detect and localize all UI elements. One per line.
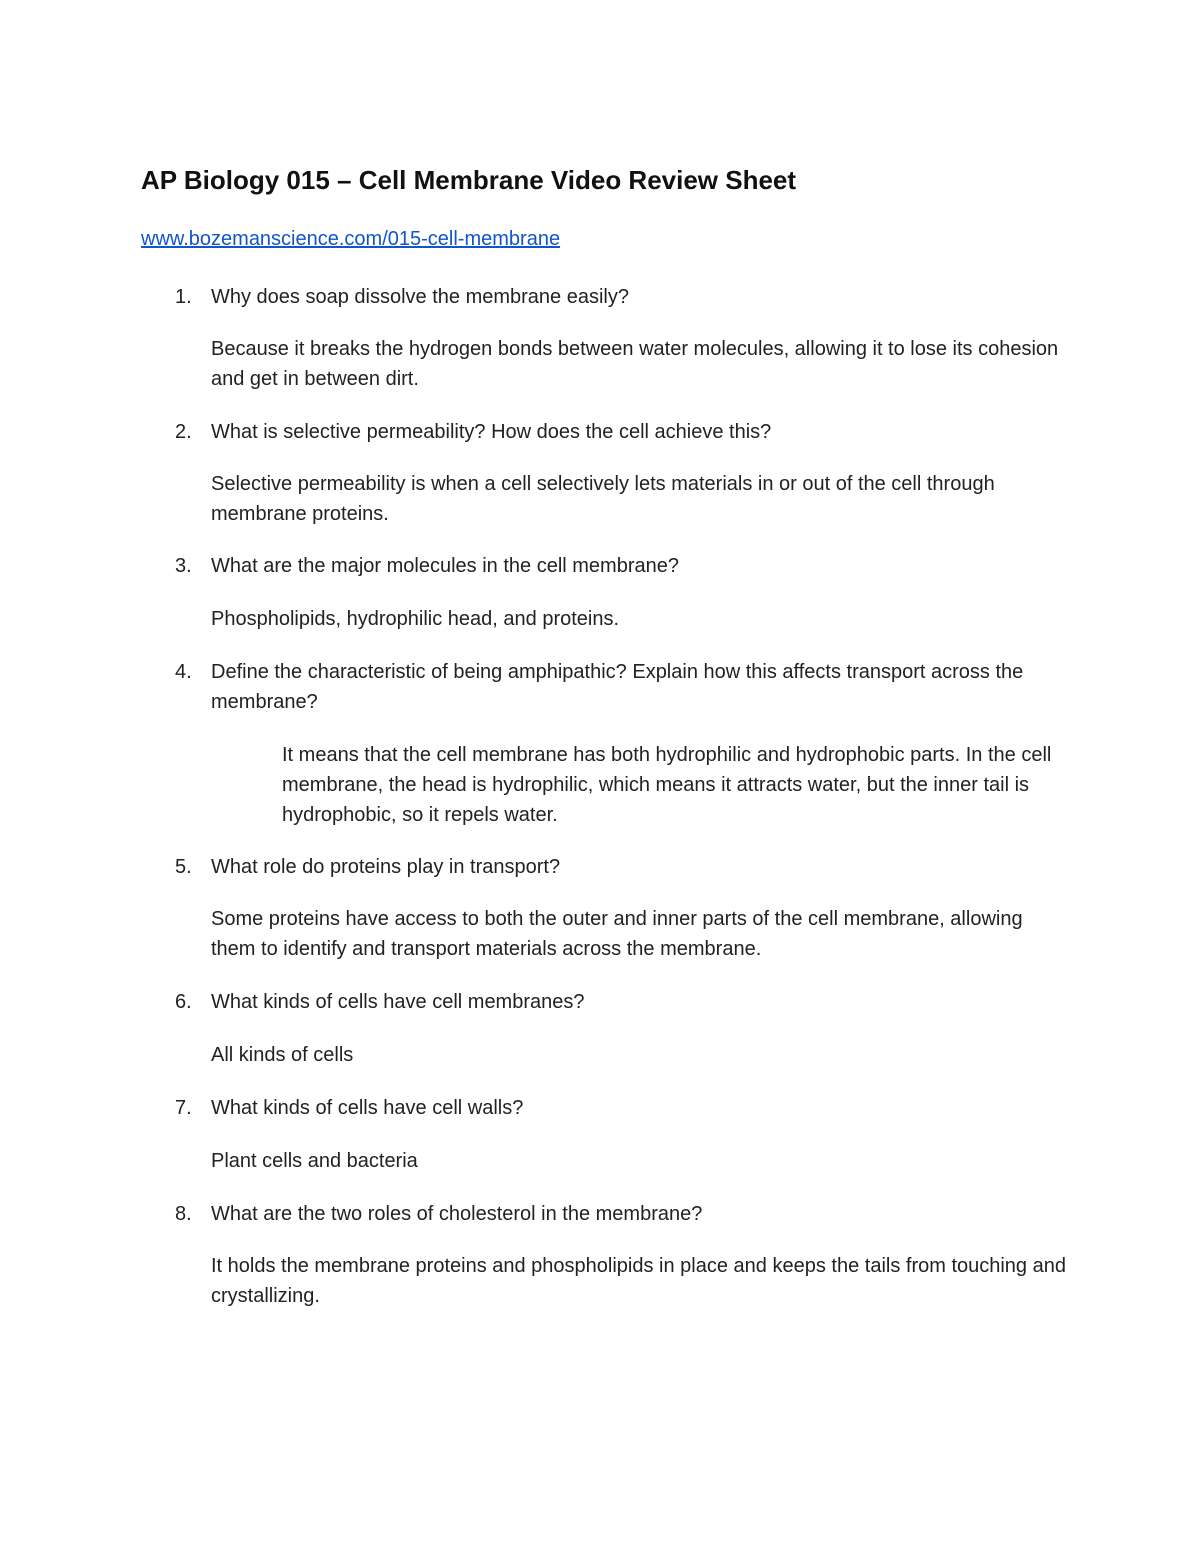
question-text: What role do proteins play in transport? bbox=[211, 856, 561, 878]
question-number: 4. bbox=[175, 661, 192, 683]
question-number: 2. bbox=[175, 421, 192, 443]
answer-text: Phospholipids, hydrophilic head, and proteins. bbox=[211, 608, 620, 630]
answer-text: Plant cells and bacteria bbox=[211, 1150, 418, 1172]
question-text: What are the two roles of cholesterol in the membrane? bbox=[211, 1203, 703, 1225]
document-title: AP Biology 015 – Cell Membrane Video Review Sheet bbox=[141, 165, 797, 195]
answer-text: It means that the cell membrane has both hydrophilic and hydrophobic parts. In the cell membrane, the head is hydrophilic, which means it attracts water, but the inner tail is hydrophobic, so it repels water. bbox=[282, 744, 1052, 826]
question-text: What kinds of cells have cell walls? bbox=[211, 1097, 524, 1119]
question-number: 1. bbox=[175, 286, 192, 308]
question-text: What kinds of cells have cell membranes? bbox=[211, 991, 585, 1013]
answer-text: Some proteins have access to both the outer and inner parts of the cell membrane, allowing them to identify and transport materials across the membrane. bbox=[211, 908, 1023, 960]
question-text: What is selective permeability? How does the cell achieve this? bbox=[211, 421, 772, 443]
question-number: 3. bbox=[175, 555, 192, 577]
answer-text: All kinds of cells bbox=[211, 1044, 354, 1066]
question-text: Define the characteristic of being amphipathic? Explain how this affects transport across the membrane? bbox=[211, 661, 1024, 713]
answer-text: Because it breaks the hydrogen bonds between water molecules, allowing it to lose its cohesion and get in between dirt. bbox=[211, 338, 1059, 390]
source-link[interactable]: www.bozemanscience.com/015-cell-membrane bbox=[141, 228, 561, 250]
answer-text: Selective permeability is when a cell selectively lets materials in or out of the cell through membrane proteins. bbox=[211, 473, 995, 525]
question-number: 8. bbox=[175, 1203, 192, 1225]
answer-text: It holds the membrane proteins and phospholipids in place and keeps the tails from touching and crystallizing. bbox=[211, 1255, 1066, 1307]
question-number: 5. bbox=[175, 856, 192, 878]
question-number: 7. bbox=[175, 1097, 192, 1119]
question-text: What are the major molecules in the cell membrane? bbox=[211, 555, 679, 577]
question-text: Why does soap dissolve the membrane easily? bbox=[211, 286, 629, 308]
question-number: 6. bbox=[175, 991, 192, 1013]
